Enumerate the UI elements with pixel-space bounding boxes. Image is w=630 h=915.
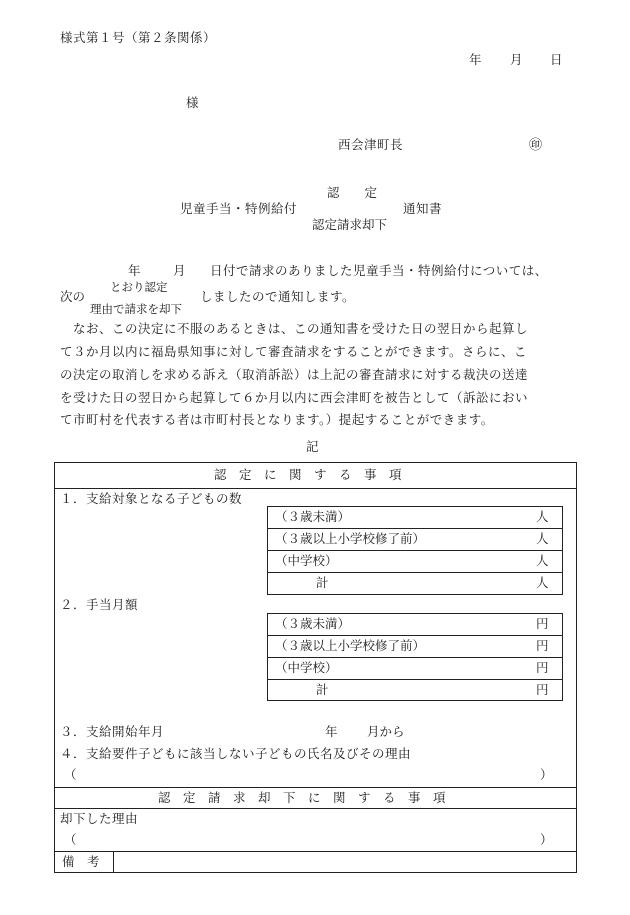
divider xyxy=(54,851,577,852)
paren-open: （ xyxy=(64,767,77,782)
date-day: 日 xyxy=(550,52,563,67)
paren-close: ） xyxy=(540,767,553,782)
divider xyxy=(54,488,577,489)
divider xyxy=(54,808,577,809)
rejection-reason-label: 却下した理由 xyxy=(60,811,139,826)
divider xyxy=(54,787,577,788)
body-line2-prefix: 次の xyxy=(60,289,86,304)
divider xyxy=(113,851,114,873)
children-row-label: （３歳未満） xyxy=(275,509,351,524)
children-row-unit: 人 xyxy=(536,531,549,546)
form-label: 様式第１号（第２条関係） xyxy=(60,30,217,45)
children-row-unit: 人 xyxy=(536,553,549,568)
amount-row-label: （中学校） xyxy=(275,660,338,675)
item4-label: ４．支給要件子どもに該当しない子どもの氏名及びその理由 xyxy=(60,746,412,761)
amount-row-unit: 円 xyxy=(536,616,549,631)
body-year: 年 xyxy=(128,263,141,278)
body-para-line: を受けた日の翌日から起算して６か月以内に西会津町を被告として（訴訟におい xyxy=(60,390,529,405)
title-upper: 認 定 xyxy=(327,185,378,200)
item3-label: ３．支給開始年月 xyxy=(60,724,165,739)
children-row-unit: 人 xyxy=(536,509,549,524)
body-para-line: の決定の取消しを求める訴え（取消訴訟）は上記の審査請求に対する裁決の送達 xyxy=(60,367,529,382)
body-month: 月 xyxy=(173,263,186,278)
section2-header: 認 定 請 求 却 下 に 関 す る 事 項 xyxy=(158,790,446,805)
body-option-approve: とおり認定 xyxy=(110,280,168,294)
amount-row-label: （３歳以上小学校修了前） xyxy=(275,638,426,653)
amount-total-label: 計 xyxy=(316,682,329,697)
section1-header: 認 定 に 関 す る 事 項 xyxy=(214,467,402,482)
amount-row-unit: 円 xyxy=(536,638,549,653)
body-option-reject: 理由で請求を却下 xyxy=(90,302,182,316)
amount-row-unit: 円 xyxy=(536,660,549,675)
body-line2-suffix: しましたので通知します。 xyxy=(200,289,356,304)
paren-close: ） xyxy=(540,832,553,847)
title-left: 児童手当・特例給付 xyxy=(180,201,298,216)
date-year: 年 xyxy=(469,52,482,67)
sender-name: 西会津町長 xyxy=(338,137,404,152)
title-right: 通知書 xyxy=(403,201,443,216)
children-row-label: （３歳以上小学校修了前） xyxy=(275,531,426,546)
paren-open: （ xyxy=(64,832,77,847)
item3-month: 月から xyxy=(367,724,405,739)
title-lower: 認定請求却下 xyxy=(312,217,388,232)
amount-row-unit: 円 xyxy=(536,682,549,697)
ki-mark: 記 xyxy=(306,439,319,454)
item2-label: ２．手当月額 xyxy=(60,597,139,612)
remarks-label: 備 考 xyxy=(62,854,100,869)
body-para-line: なお、この決定に不服のあるときは、この通知書を受けた日の翌日から起算し xyxy=(60,321,529,336)
children-row-label: （中学校） xyxy=(275,553,338,568)
addressee-suffix: 様 xyxy=(186,95,199,110)
date-month: 月 xyxy=(510,52,523,67)
body-line1-text: 日付で請求のありました児童手当・特例給付については、 xyxy=(210,263,548,278)
body-para-line: て３か月以内に福島県知事に対して審査請求をすることができます。さらに、こ xyxy=(60,344,528,359)
item1-label: １．支給対象となる子どもの数 xyxy=(60,491,243,506)
amount-row-label: （３歳未満） xyxy=(275,616,351,631)
children-row-unit: 人 xyxy=(536,575,549,590)
seal-mark: ㊞ xyxy=(529,138,543,153)
children-total-label: 計 xyxy=(316,575,329,590)
body-para-line: て市町村を代表する者は市町村長となります。）提起することができます。 xyxy=(60,412,494,427)
item3-year: 年 xyxy=(325,724,338,739)
